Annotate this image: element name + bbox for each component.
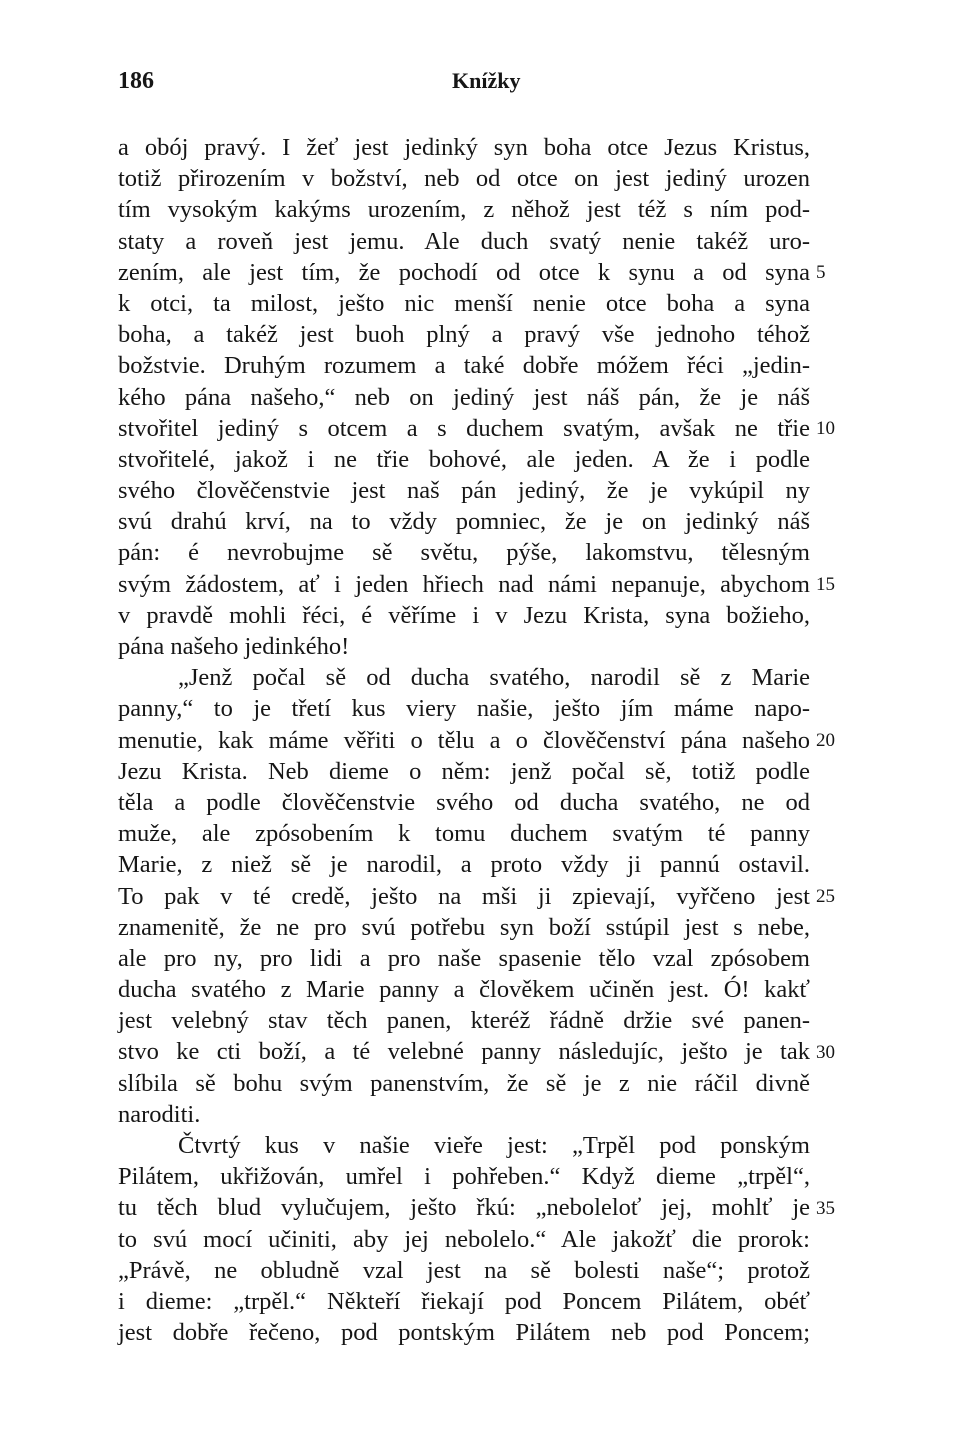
text-line: tu těch blud vylučujem, ješto řkú: „nebolelоť jej, mohlť je bbox=[118, 1194, 810, 1222]
text-line: znamenitě, že ne pro svú potřebu syn boží sstúpil jest s nebe, bbox=[118, 913, 810, 941]
text-line: a obój pravý. I žeť jest jedinký syn boha otce Jezus Kristus, bbox=[118, 134, 810, 161]
text-line: muže, ale zpósobením k tomu duchem svatým té panny bbox=[118, 820, 810, 848]
text-line: stvo ke cti boží, a té velebné panny následujíc, ješto je tak bbox=[118, 1038, 810, 1066]
page-header bbox=[0, 62, 960, 102]
text-line: ale pro ny, pro lidi a pro naše spasenie tělo vzal zpósobem bbox=[118, 944, 810, 972]
text-line: tím vysokým kakýms urozením, z něhož jest též s ním pod- bbox=[118, 196, 810, 224]
line-number: 5 bbox=[816, 261, 826, 283]
text-line: pána našeho jedinkého! bbox=[118, 633, 350, 660]
line-number: 25 bbox=[816, 885, 835, 907]
text-line: menutie, kak máme věřiti o tělu a o člověčenství pána našeho bbox=[118, 726, 810, 754]
text-line: k otci, ta milost, ješto nic menší nenie otce boha a syna bbox=[118, 289, 810, 317]
text-line: ducha svatého z Marie panny a člověkem učiněn jest. Ó! kakť bbox=[118, 976, 810, 1004]
line-number: 20 bbox=[816, 729, 835, 751]
text-line: svým žádostem, ať i jeden hřiech nad námi nepanuje, abychom bbox=[118, 570, 810, 598]
text-line: staty a roveň jest jemu. Ale duch svatý nenie takéž uro- bbox=[118, 227, 810, 255]
text-line: Čtvrtý kus v našie vieře jest: „Trpěl pod ponským bbox=[178, 1132, 810, 1159]
text-line: svého člověčenstvie jest naš pán jediný, že je vykúpil ny bbox=[118, 477, 810, 505]
text-line: stvořitel jediný s otcem a s duchem svatým, avšak ne třie bbox=[118, 414, 810, 442]
text-line: Pilátem, ukřižován, umřel i pohřeben.“ Když dieme „trpěl“, bbox=[118, 1163, 810, 1191]
text-line: božstvie. Druhým rozumem a také dobře móžem řéci „jedin- bbox=[118, 352, 810, 380]
text-line: jest velebný stav těch panen, kteréž řádně držie své panen- bbox=[118, 1007, 810, 1035]
text-line: naroditi. bbox=[118, 1100, 201, 1128]
text-line: kého pána našeho,“ neb on jediný jest náš pán, že je náš bbox=[118, 383, 810, 411]
line-number: 35 bbox=[816, 1197, 835, 1219]
text-line: to svú mocí učiniti, aby jej nebolelo.“ Ale jakožť die prorok: bbox=[118, 1225, 810, 1253]
text-line: „Jenž počal sě od ducha svatého, narodil sě z Marie bbox=[178, 664, 810, 692]
text-line: v pravdě mohli řéci, é věříme i v Jezu Krista, syna božieho, bbox=[118, 601, 810, 629]
page-number: 186 bbox=[118, 68, 154, 94]
text-line: slíbila sě bohu svým panenstvím, že sě je z nie ráčil divně bbox=[118, 1069, 810, 1097]
text-line: stvořitelé, jakož i ne třie bohové, ale jeden. A že i podle bbox=[118, 445, 810, 473]
text-line: panny,“ to je třetí kus viery našie, ješto jím máme napo- bbox=[118, 695, 810, 723]
text-line: „Právě, ne obludně vzal jest na sě bolesti naše“; protož bbox=[118, 1256, 810, 1284]
text-line: jest dobře řečeno, pod pontským Pilátem neb pod Poncem; bbox=[118, 1319, 810, 1347]
line-number: 15 bbox=[816, 573, 835, 595]
text-line: pán: é nevrobujme sě světu, pýše, lakomstvu, tělesným bbox=[118, 539, 810, 567]
text-line: Marie, z niež sě je narodil, a proto vždy ji pannú ostavil. bbox=[118, 851, 810, 879]
text-line: svú drahú krví, na to vždy pomniec, že je on jedinký náš bbox=[118, 508, 810, 536]
text-line: boha, a takéž jest buoh plný a pravý vše jednoho téhož bbox=[118, 321, 810, 349]
running-title: Knížky bbox=[452, 68, 521, 93]
text-line: To pak v té credě, ješto na mši ji zpievají, vyřčeno jest bbox=[118, 882, 810, 910]
body-text bbox=[118, 132, 810, 1348]
text-line: Jezu Krista. Neb dieme o něm: jenž počal sě, totiž podle bbox=[118, 757, 810, 785]
text-line: i dieme: „trpěl.“ Někteří řiekají pod Poncem Pilátem, obéť bbox=[118, 1287, 810, 1315]
text-line: zením, ale jest tím, že pochodí od otce k synu a od syna bbox=[118, 258, 810, 286]
text-line: totiž přirozením v božství, neb od otce on jest jediný urozen bbox=[118, 165, 810, 193]
line-number: 10 bbox=[816, 417, 835, 439]
line-number: 30 bbox=[816, 1041, 835, 1063]
text-line: těla a podle člověčenstvie svého od ducha svatého, ne od bbox=[118, 788, 810, 816]
